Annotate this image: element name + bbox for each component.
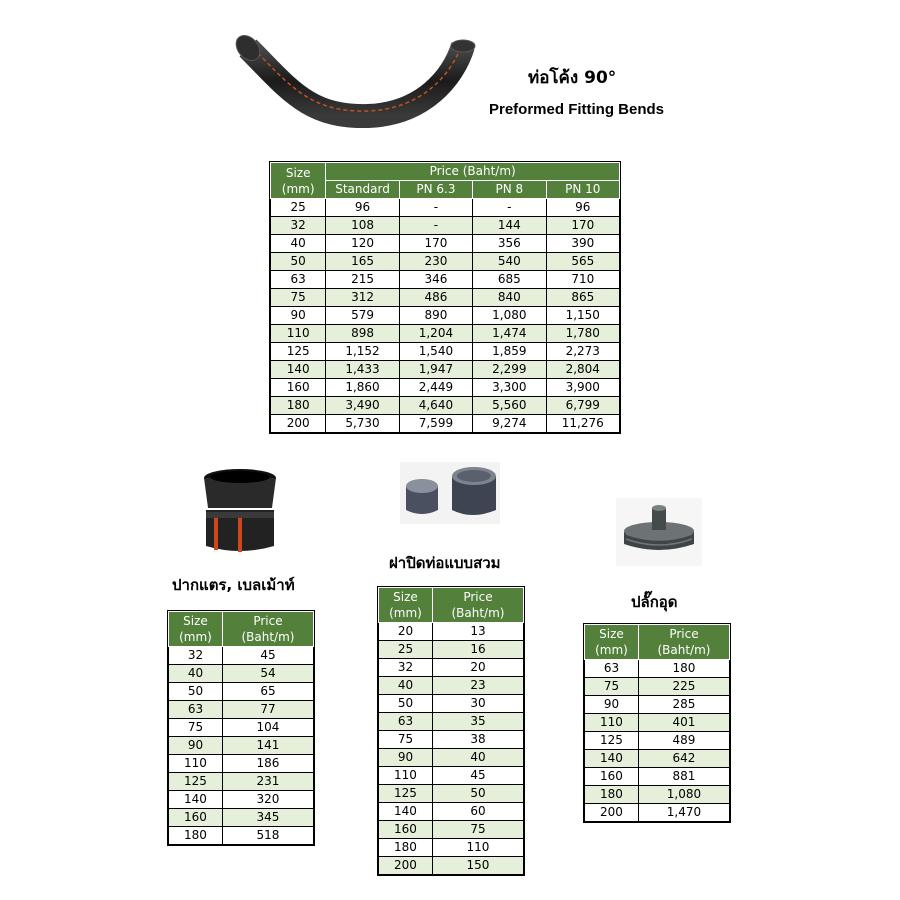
price-cell: 579 (326, 307, 399, 325)
price-cell: 23 (432, 677, 523, 695)
table-row (585, 786, 730, 804)
table-row (271, 325, 620, 343)
socket-price-table (168, 611, 314, 845)
plug-title: ปลั๊กอุด (631, 593, 678, 611)
size-cell: 160 (169, 809, 223, 827)
size-header: Size (mm) (169, 612, 223, 647)
price-cell: 13 (432, 623, 523, 641)
price-cell: 1,947 (399, 361, 472, 379)
price-cell: 881 (638, 768, 729, 786)
size-cell: 20 (379, 623, 433, 641)
price-cell: 77 (222, 701, 313, 719)
price-cell: 9,274 (473, 415, 546, 433)
size-cell: 160 (271, 379, 326, 397)
price-cell: 865 (546, 289, 619, 307)
price-cell: 390 (546, 235, 619, 253)
table-row (585, 660, 730, 678)
table-row (271, 199, 620, 217)
table-row (169, 827, 314, 845)
table-row (585, 714, 730, 732)
bent-pipe-image (228, 28, 488, 128)
size-cell: 75 (379, 731, 433, 749)
size-cell: 200 (585, 804, 639, 822)
plug-image (616, 498, 702, 566)
size-cell: 125 (271, 343, 326, 361)
price-cell: 898 (326, 325, 399, 343)
price-cell: 110 (432, 839, 523, 857)
size-cell: 32 (169, 647, 223, 665)
price-cell: 1,433 (326, 361, 399, 379)
standard-header: Standard (326, 181, 399, 199)
price-cell: 96 (326, 199, 399, 217)
bell-mouth-image (192, 466, 288, 556)
table-row (379, 839, 524, 857)
price-cell: 1,540 (399, 343, 472, 361)
size-cell: 200 (379, 857, 433, 875)
table-row (379, 641, 524, 659)
size-cell: 125 (169, 773, 223, 791)
table-row (585, 732, 730, 750)
table-row (169, 683, 314, 701)
size-header: Size (mm) (585, 625, 639, 660)
price-cell: 45 (432, 767, 523, 785)
price-cell: 1,470 (638, 804, 729, 822)
end-cap-image (400, 462, 500, 524)
table-row (379, 767, 524, 785)
table-row (379, 623, 524, 641)
table-row (379, 749, 524, 767)
price-cell: - (399, 217, 472, 235)
size-header: Size (mm) (271, 163, 326, 199)
price-cell: 54 (222, 665, 313, 683)
table-row (169, 791, 314, 809)
table-row (379, 695, 524, 713)
table-row (379, 803, 524, 821)
size-cell: 25 (379, 641, 433, 659)
price-cell: 1,780 (546, 325, 619, 343)
price-cell: 120 (326, 235, 399, 253)
size-cell: 40 (169, 665, 223, 683)
size-cell: 125 (585, 732, 639, 750)
size-cell: 63 (379, 713, 433, 731)
size-cell: 110 (379, 767, 433, 785)
price-cell: 345 (222, 809, 313, 827)
price-cell: 38 (432, 731, 523, 749)
price-cell: 11,276 (546, 415, 619, 433)
table-row (379, 713, 524, 731)
size-cell: 160 (379, 821, 433, 839)
cap-price-table (378, 587, 524, 875)
size-header: Size (mm) (379, 588, 433, 623)
size-cell: 63 (585, 660, 639, 678)
table-row (585, 804, 730, 822)
size-cell: 50 (169, 683, 223, 701)
size-cell: 140 (379, 803, 433, 821)
price-cell: 7,599 (399, 415, 472, 433)
size-cell: 50 (271, 253, 326, 271)
price-cell: 5,560 (473, 397, 546, 415)
price-cell: 150 (432, 857, 523, 875)
price-header: Price (Baht/m) (222, 612, 313, 647)
price-cell: 1,859 (473, 343, 546, 361)
price-cell: 2,273 (546, 343, 619, 361)
table-row (271, 271, 620, 289)
price-cell: 710 (546, 271, 619, 289)
price-cell: 180 (638, 660, 729, 678)
size-cell: 110 (271, 325, 326, 343)
price-cell: 1,080 (638, 786, 729, 804)
table-row (271, 217, 620, 235)
table-row (585, 696, 730, 714)
size-cell: 160 (585, 768, 639, 786)
price-cell: 486 (399, 289, 472, 307)
plug-price-table (584, 624, 730, 822)
size-cell: 140 (271, 361, 326, 379)
bends-title-en: Preformed Fitting Bends (489, 101, 665, 118)
price-cell: 141 (222, 737, 313, 755)
price-cell: 401 (638, 714, 729, 732)
price-cell: 20 (432, 659, 523, 677)
price-cell: 225 (638, 678, 729, 696)
table-row (169, 665, 314, 683)
size-cell: 180 (271, 397, 326, 415)
size-cell: 90 (271, 307, 326, 325)
price-cell: 642 (638, 750, 729, 768)
table-row (379, 677, 524, 695)
price-cell: 346 (399, 271, 472, 289)
price-cell: 1,080 (473, 307, 546, 325)
size-cell: 75 (271, 289, 326, 307)
table-row (271, 361, 620, 379)
table-row (379, 821, 524, 839)
socket-title: ปากแตร, เบลเม้าท์ (172, 576, 295, 594)
table-row (271, 253, 620, 271)
price-cell: 685 (473, 271, 546, 289)
table-row (379, 785, 524, 803)
cap-title: ฝาปิดท่อแบบสวม (389, 554, 501, 572)
size-cell: 180 (169, 827, 223, 845)
size-cell: 75 (585, 678, 639, 696)
table-row (585, 768, 730, 786)
price-cell: 75 (432, 821, 523, 839)
price-cell: 40 (432, 749, 523, 767)
price-cell: 6,799 (546, 397, 619, 415)
price-cell: 518 (222, 827, 313, 845)
price-cell: 890 (399, 307, 472, 325)
size-cell: 40 (271, 235, 326, 253)
price-cell: 840 (473, 289, 546, 307)
size-cell: 180 (585, 786, 639, 804)
size-cell: 25 (271, 199, 326, 217)
price-cell: 65 (222, 683, 313, 701)
size-cell: 90 (169, 737, 223, 755)
size-cell: 140 (169, 791, 223, 809)
price-cell: 186 (222, 755, 313, 773)
size-cell: 63 (169, 701, 223, 719)
size-cell: 63 (271, 271, 326, 289)
table-row (585, 678, 730, 696)
price-cell: 230 (399, 253, 472, 271)
price-cell: 96 (546, 199, 619, 217)
price-cell: 231 (222, 773, 313, 791)
price-header: Price (Baht/m) (432, 588, 523, 623)
price-cell: - (399, 199, 472, 217)
table-row (271, 307, 620, 325)
price-cell: 30 (432, 695, 523, 713)
price-cell: 1,474 (473, 325, 546, 343)
price-cell: 5,730 (326, 415, 399, 433)
table-row (169, 773, 314, 791)
price-header: Price (Baht/m) (326, 163, 620, 181)
table-row (169, 737, 314, 755)
table-row (169, 755, 314, 773)
table-row (271, 289, 620, 307)
price-cell: 108 (326, 217, 399, 235)
table-row (271, 343, 620, 361)
price-header: Price (Baht/m) (638, 625, 729, 660)
size-cell: 125 (379, 785, 433, 803)
price-cell: 45 (222, 647, 313, 665)
price-cell: 3,300 (473, 379, 546, 397)
price-cell: 3,900 (546, 379, 619, 397)
price-cell: 489 (638, 732, 729, 750)
price-cell: 356 (473, 235, 546, 253)
bends-price-table (270, 162, 620, 433)
size-cell: 32 (271, 217, 326, 235)
price-cell: 35 (432, 713, 523, 731)
price-cell: 3,490 (326, 397, 399, 415)
price-cell: 4,640 (399, 397, 472, 415)
table-row (379, 731, 524, 749)
size-cell: 140 (585, 750, 639, 768)
size-cell: 32 (379, 659, 433, 677)
table-row (379, 659, 524, 677)
size-cell: 90 (585, 696, 639, 714)
price-cell: 215 (326, 271, 399, 289)
table-row (169, 719, 314, 737)
price-cell: 60 (432, 803, 523, 821)
price-cell: 1,860 (326, 379, 399, 397)
pn8-header: PN 8 (473, 181, 546, 199)
bends-title-th: ท่อโค้ง 90° (528, 68, 617, 88)
price-cell: 312 (326, 289, 399, 307)
size-cell: 110 (585, 714, 639, 732)
price-cell: 285 (638, 696, 729, 714)
price-cell: 165 (326, 253, 399, 271)
table-row (379, 857, 524, 875)
price-cell: 16 (432, 641, 523, 659)
pn63-header: PN 6.3 (399, 181, 472, 199)
table-row (169, 809, 314, 827)
size-cell: 40 (379, 677, 433, 695)
table-row (169, 647, 314, 665)
size-cell: 90 (379, 749, 433, 767)
table-row (271, 379, 620, 397)
size-cell: 75 (169, 719, 223, 737)
size-cell: 180 (379, 839, 433, 857)
price-cell: 170 (399, 235, 472, 253)
size-cell: 110 (169, 755, 223, 773)
size-cell: 50 (379, 695, 433, 713)
table-row (169, 701, 314, 719)
table-row (271, 235, 620, 253)
price-cell: 1,150 (546, 307, 619, 325)
size-cell: 200 (271, 415, 326, 433)
price-cell: 320 (222, 791, 313, 809)
price-cell: - (473, 199, 546, 217)
price-cell: 2,449 (399, 379, 472, 397)
table-row (271, 415, 620, 433)
pn10-header: PN 10 (546, 181, 619, 199)
price-cell: 565 (546, 253, 619, 271)
price-cell: 50 (432, 785, 523, 803)
price-cell: 540 (473, 253, 546, 271)
price-cell: 2,299 (473, 361, 546, 379)
price-cell: 144 (473, 217, 546, 235)
price-cell: 1,152 (326, 343, 399, 361)
price-cell: 1,204 (399, 325, 472, 343)
price-cell: 2,804 (546, 361, 619, 379)
table-row (585, 750, 730, 768)
price-cell: 104 (222, 719, 313, 737)
table-row (271, 397, 620, 415)
price-cell: 170 (546, 217, 619, 235)
